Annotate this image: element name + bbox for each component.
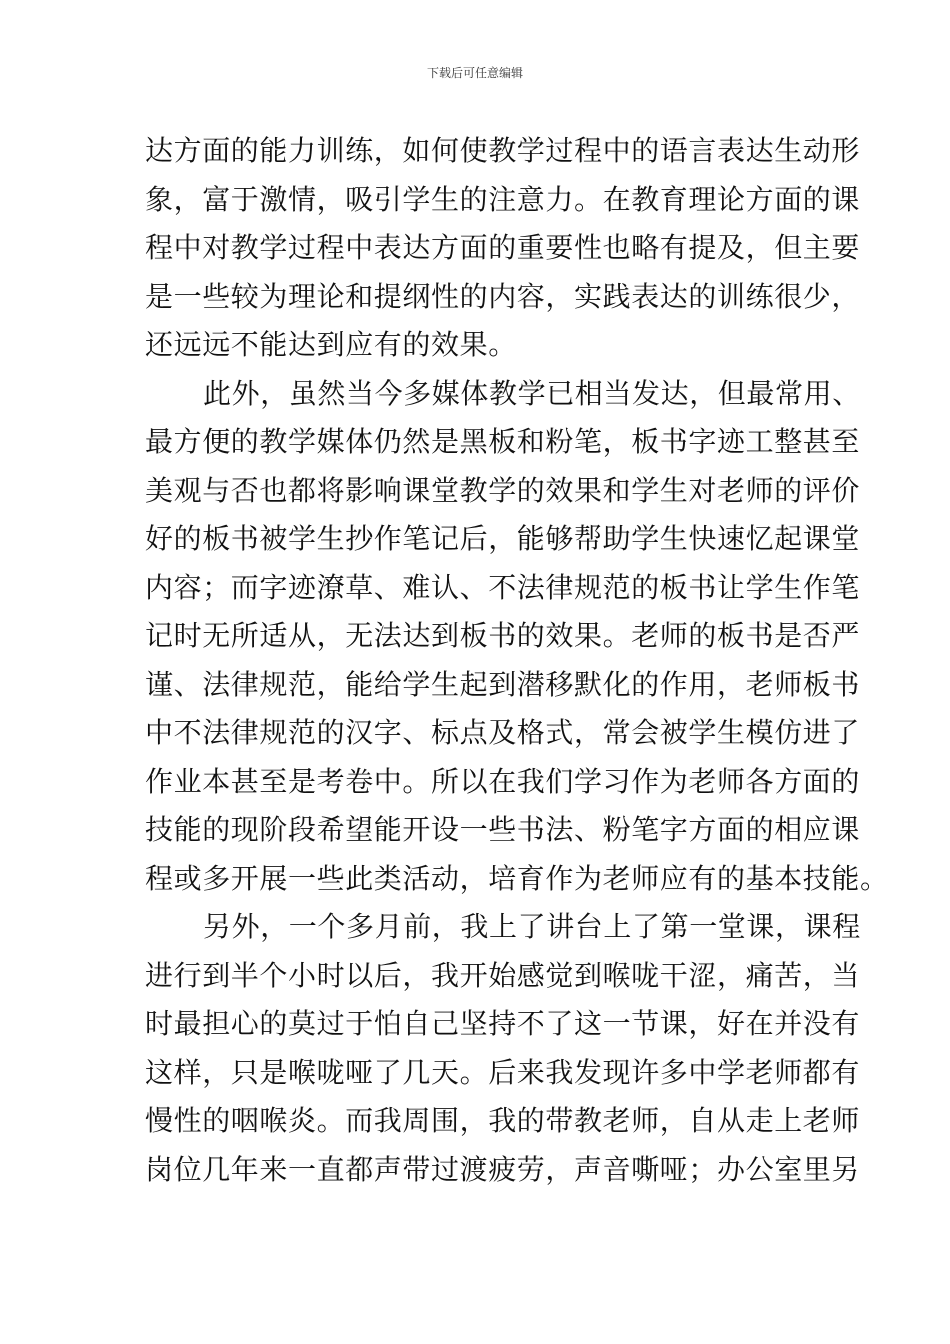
text-line: 技能的现阶段希望能开设一些书法、粉笔字方面的相应课: [145, 813, 861, 846]
text-line: 中不法律规范的汉字、标点及格式，常会被学生模仿进了: [145, 716, 861, 749]
paragraph: [145, 127, 861, 370]
text-line: 达方面的能力训练，如何使教学过程中的语言表达生动形: [145, 134, 861, 167]
text-line: 进行到半个小时以后，我开始感觉到喉咙干涩，痛苦，当: [145, 958, 861, 992]
text-line: 最方便的教学媒体仍然是黑板和粉笔，板书字迹工整甚至: [145, 425, 861, 458]
text-line: 程或多开展一些此类活动，培育作为老师应有的基本技能。: [145, 861, 889, 895]
text-line: 此外，虽然当今多媒体教学已相当发达，但最常用、: [203, 376, 861, 410]
document-body: [145, 127, 889, 1194]
paragraph: [145, 903, 861, 1194]
page-header: 下载后可任意编辑: [426, 66, 523, 80]
text-line: 慢性的咽喉炎。而我周围，我的带教老师，自从走上老师: [145, 1104, 861, 1137]
text-line: 程中对教学过程中表达方面的重要性也略有提及，但主要: [145, 231, 861, 264]
text-line: 岗位几年来一直都声带过渡疲劳，声音嘶哑；办公室里另: [145, 1152, 861, 1186]
paragraph: [145, 370, 889, 904]
text-line: 好的板书被学生抄作笔记后，能够帮助学生快速忆起课堂: [145, 522, 861, 555]
text-line: 内容；而字迹潦草、难认、不法律规范的板书让学生作笔: [145, 570, 861, 604]
text-line: 象，富于激情，吸引学生的注意力。在教育理论方面的课: [145, 182, 861, 216]
text-line: 另外，一个多月前，我上了讲台上了第一堂课，课程: [203, 910, 861, 943]
text-line: 记时无所适从，无法达到板书的效果。老师的板书是否严: [145, 619, 861, 652]
text-line: 还远远不能达到应有的效果。: [145, 328, 517, 361]
text-line: 时最担心的莫过于怕自己坚持不了这一节课，好在并没有: [145, 1007, 861, 1040]
text-line: 谨、法律规范，能给学生起到潜移默化的作用，老师板书: [145, 667, 861, 701]
text-line: 美观与否也都将影响课堂教学的效果和学生对老师的评价: [145, 473, 861, 507]
text-line: 这样，只是喉咙哑了几天。后来我发现许多中学老师都有: [145, 1055, 861, 1089]
text-line: 作业本甚至是考卷中。所以在我们学习作为老师各方面的: [145, 764, 861, 798]
text-line: 是一些较为理论和提纲性的内容，实践表达的训练很少，: [145, 279, 861, 313]
